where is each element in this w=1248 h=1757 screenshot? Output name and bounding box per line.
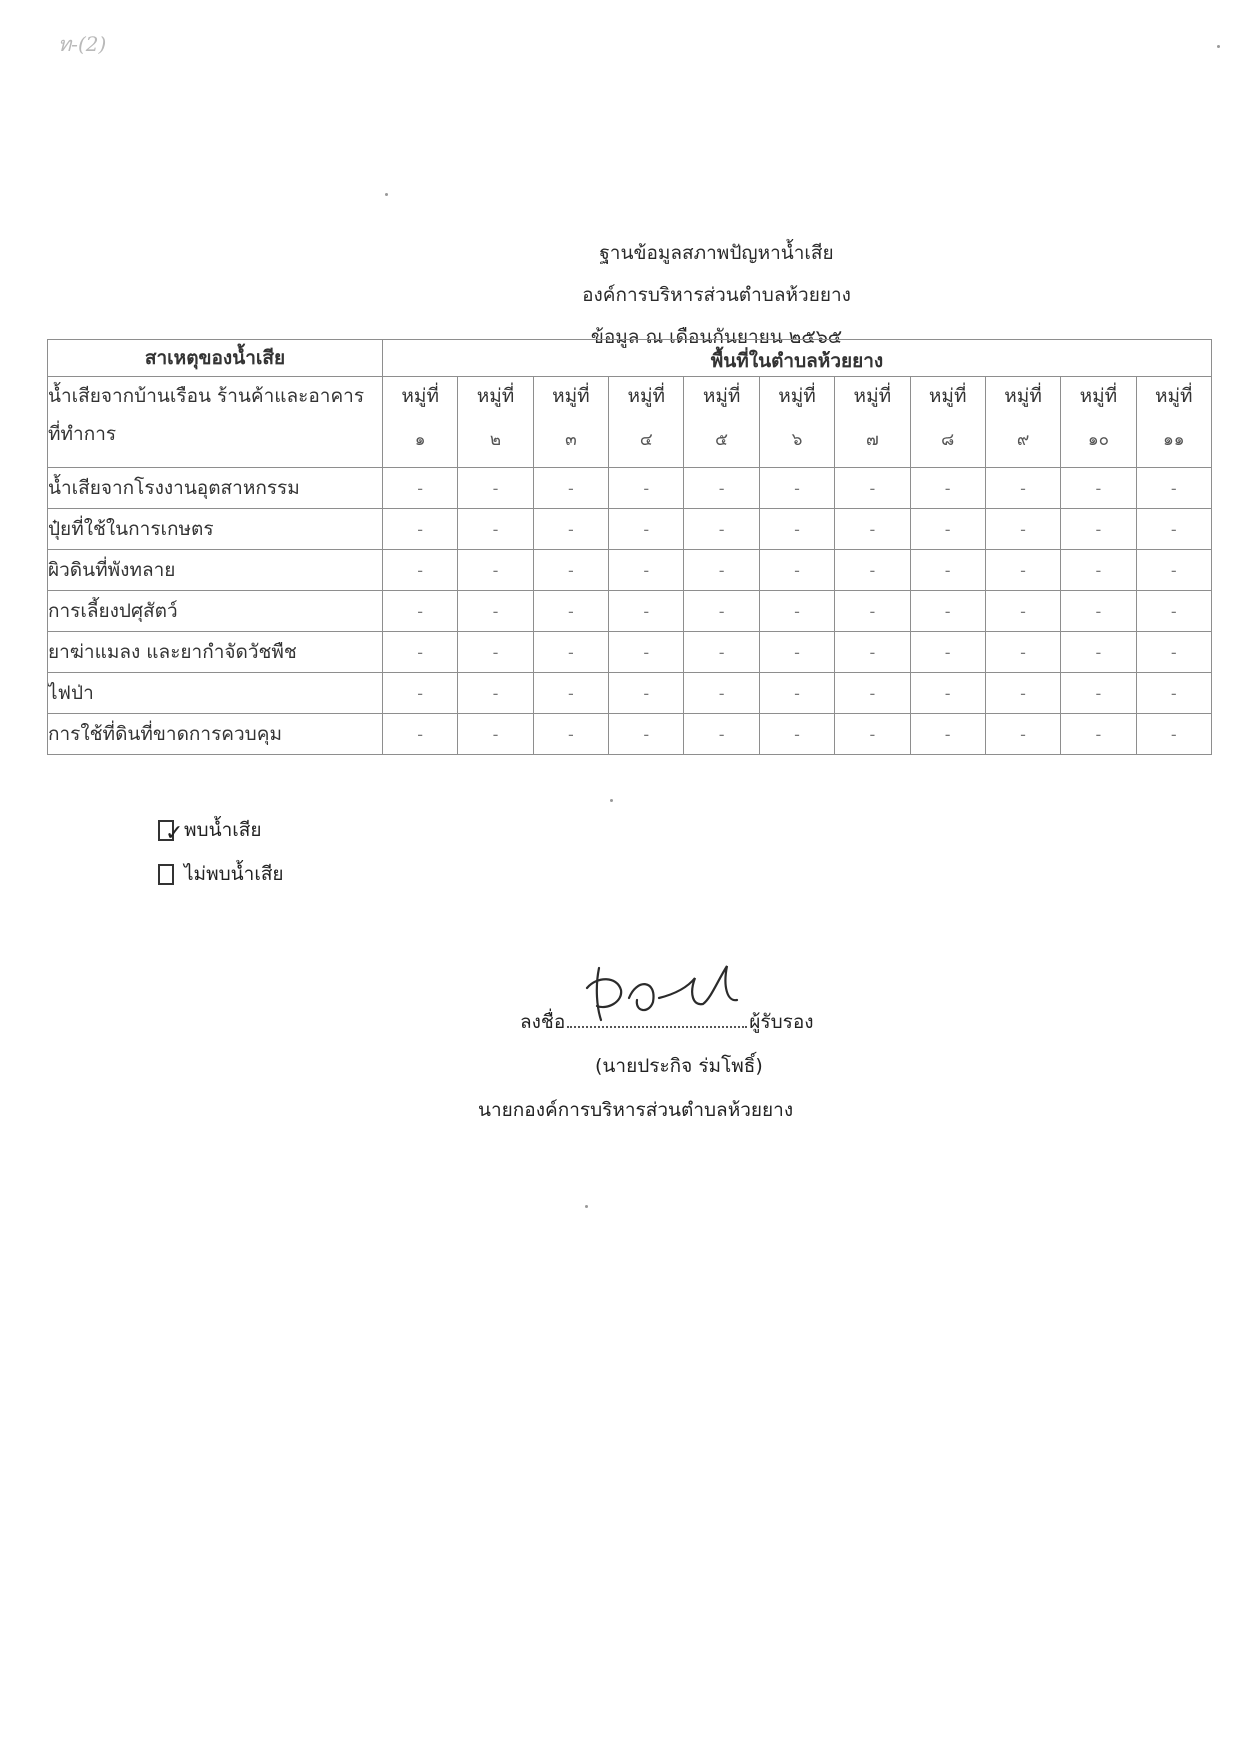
table-row <box>48 673 1212 714</box>
village-number: ๘ <box>941 430 955 450</box>
cause-label: การใช้ที่ดินที่ขาดการควบคุม <box>48 714 383 755</box>
table-cell: - <box>835 632 910 673</box>
table-cell: - <box>533 673 608 714</box>
village-header-10 <box>1061 377 1136 468</box>
signature-prefix: ลงชื่อ <box>520 1011 566 1033</box>
table-cell: - <box>684 468 759 509</box>
table-cell: - <box>458 632 533 673</box>
table-cell: - <box>835 509 910 550</box>
table-cell: - <box>684 550 759 591</box>
table-cell: - <box>759 591 834 632</box>
table-cell: - <box>383 468 458 509</box>
area-column-header: พื้นที่ในตำบลห้วยยาง <box>383 340 1212 377</box>
cause-label: การเลี้ยงปศุสัตว์ <box>48 591 383 632</box>
village-label: หมู่ที่ <box>1079 385 1118 407</box>
table-cell: - <box>759 509 834 550</box>
village-number: ๕ <box>715 430 729 450</box>
table-cell: - <box>533 509 608 550</box>
village-header-7 <box>835 377 910 468</box>
legend-not-found-label: ไม่พบน้ำเสีย <box>184 863 284 885</box>
table-cell: - <box>835 673 910 714</box>
table-cell: - <box>1136 509 1211 550</box>
village-number: ๑ <box>414 430 426 450</box>
table-cell: - <box>458 550 533 591</box>
village-header-5 <box>684 377 759 468</box>
table-cell: - <box>458 509 533 550</box>
village-header-2 <box>458 377 533 468</box>
table-cell: - <box>458 673 533 714</box>
village-number: ๒ <box>489 430 502 450</box>
cause-label: น้ำเสียจากบ้านเรือน ร้านค้าและอาคารที่ทำการ <box>48 377 383 468</box>
table-cell: - <box>684 591 759 632</box>
table-cell: - <box>533 550 608 591</box>
scan-speck <box>1217 45 1220 48</box>
village-label: หมู่ที่ <box>702 385 741 407</box>
table-cell: - <box>1061 550 1136 591</box>
table-cell: - <box>1136 468 1211 509</box>
village-header-8 <box>910 377 985 468</box>
table-cell: - <box>609 632 684 673</box>
table-cell: - <box>1136 632 1211 673</box>
village-header-6 <box>759 377 834 468</box>
table-cell: - <box>759 468 834 509</box>
table-cell: - <box>533 468 608 509</box>
table-cell: - <box>458 468 533 509</box>
table-cell: - <box>383 714 458 755</box>
scan-speck <box>385 193 388 196</box>
table-cell: - <box>1061 509 1136 550</box>
table-cell: - <box>609 468 684 509</box>
village-number: ๔ <box>639 430 653 450</box>
table-row <box>48 509 1212 550</box>
table-cell: - <box>835 714 910 755</box>
table-cell: - <box>1061 632 1136 673</box>
table-cell: - <box>383 632 458 673</box>
table-cell: - <box>910 714 985 755</box>
table-cell: - <box>609 509 684 550</box>
table-cell: - <box>985 673 1060 714</box>
table-cell: - <box>609 550 684 591</box>
table-cell: - <box>985 591 1060 632</box>
signature-block <box>478 1000 940 1132</box>
village-label: หมู่ที่ <box>928 385 967 407</box>
table-row <box>48 591 1212 632</box>
signature-suffix: ผู้รับรอง <box>749 1011 814 1033</box>
table-cell: - <box>1061 673 1136 714</box>
checked-box-icon: ✓ <box>158 820 174 841</box>
table-cell: - <box>609 591 684 632</box>
table-cell: - <box>910 468 985 509</box>
village-label: หมู่ที่ <box>476 385 515 407</box>
table-cell: - <box>533 632 608 673</box>
table-cell: - <box>1061 714 1136 755</box>
table-cell: - <box>458 591 533 632</box>
table-cell: - <box>383 591 458 632</box>
signature-dotted-line <box>567 1006 747 1028</box>
table-cell: - <box>910 673 985 714</box>
signer-title: นายกองค์การบริหารส่วนตำบลห้วยยาง <box>478 1099 794 1121</box>
header-date: ข้อมูล ณ เดือนกันยายน ๒๕๖๕ <box>590 326 843 348</box>
village-number: ๑๐ <box>1087 430 1109 450</box>
village-number: ๗ <box>865 430 879 450</box>
cause-label: ปุ๋ยที่ใช้ในการเกษตร <box>48 509 383 550</box>
village-label: หมู่ที่ <box>778 385 816 407</box>
table-cell: - <box>383 673 458 714</box>
table-cell: - <box>910 632 985 673</box>
village-label: หมู่ที่ <box>552 385 590 407</box>
handwritten-page-note: ท-(2) <box>58 32 107 56</box>
cause-label: ยาฆ่าแมลง และยากำจัดวัชพืช <box>48 632 383 673</box>
village-number: ๓ <box>565 430 577 450</box>
table-cell: - <box>985 550 1060 591</box>
village-number: ๖ <box>791 430 803 450</box>
table-cell: - <box>533 591 608 632</box>
village-header-9 <box>985 377 1060 468</box>
table-cell: - <box>835 591 910 632</box>
table-cell: - <box>533 714 608 755</box>
table-cell: - <box>684 509 759 550</box>
village-number: ๙ <box>1016 430 1030 450</box>
table-body <box>48 468 1212 755</box>
table-cell: - <box>609 714 684 755</box>
table-row <box>48 632 1212 673</box>
table-cell: - <box>684 632 759 673</box>
legend <box>158 808 284 896</box>
table-cell: - <box>910 550 985 591</box>
village-label: หมู่ที่ <box>627 385 666 407</box>
table-cell: - <box>1061 468 1136 509</box>
cause-column-header: สาเหตุของน้ำเสีย <box>48 340 383 377</box>
cause-label: น้ำเสียจากโรงงานอุตสาหกรรม <box>48 468 383 509</box>
village-header-1 <box>383 377 458 468</box>
table-cell: - <box>1136 714 1211 755</box>
legend-not-found <box>158 852 284 896</box>
table-cell: - <box>759 714 834 755</box>
table-cell: - <box>910 591 985 632</box>
table-cell: - <box>985 714 1060 755</box>
village-label: หมู่ที่ <box>1004 385 1042 407</box>
village-label: หมู่ที่ <box>401 385 439 407</box>
table-cell: - <box>1136 673 1211 714</box>
table-header-row <box>48 340 1212 377</box>
village-header-3 <box>533 377 608 468</box>
table-cell: - <box>609 673 684 714</box>
village-header-row <box>48 377 1212 468</box>
scan-speck <box>585 1205 588 1208</box>
cause-label: ผิวดินที่พังทลาย <box>48 550 383 591</box>
table-cell: - <box>835 550 910 591</box>
scan-speck <box>610 799 613 802</box>
table-cell: - <box>684 714 759 755</box>
legend-found <box>158 808 284 852</box>
table-cell: - <box>383 509 458 550</box>
village-label: หมู่ที่ <box>1155 385 1193 407</box>
signature-line <box>520 1000 940 1044</box>
wastewater-causes-table <box>47 339 1212 755</box>
table-row <box>48 714 1212 755</box>
table-cell: - <box>985 468 1060 509</box>
legend-found-label: พบน้ำเสีย <box>184 819 262 841</box>
table-cell: - <box>759 550 834 591</box>
table-cell: - <box>835 468 910 509</box>
table-row <box>48 468 1212 509</box>
signer-name: (นายประกิจ ร่มโพธิ์) <box>595 1055 763 1077</box>
table-cell: - <box>985 509 1060 550</box>
table-cell: - <box>458 714 533 755</box>
village-number: ๑๑ <box>1163 430 1185 450</box>
cause-label: ไฟป่า <box>48 673 383 714</box>
table-row <box>48 550 1212 591</box>
table-cell: - <box>684 673 759 714</box>
table-cell: - <box>1061 591 1136 632</box>
table-cell: - <box>759 632 834 673</box>
table-cell: - <box>985 632 1060 673</box>
header-organization: องค์การบริหารส่วนตำบลห้วยยาง <box>582 284 851 306</box>
table-cell: - <box>383 550 458 591</box>
table-cell: - <box>910 509 985 550</box>
handwritten-signature <box>577 958 747 1028</box>
village-header-4 <box>609 377 684 468</box>
table-cell: - <box>759 673 834 714</box>
table-cell: - <box>1136 550 1211 591</box>
village-header-11 <box>1136 377 1211 468</box>
header-title: ฐานข้อมูลสภาพปัญหาน้ำเสีย <box>599 242 834 264</box>
empty-box-icon <box>158 864 174 885</box>
village-label: หมู่ที่ <box>853 385 892 407</box>
table-cell: - <box>1136 591 1211 632</box>
